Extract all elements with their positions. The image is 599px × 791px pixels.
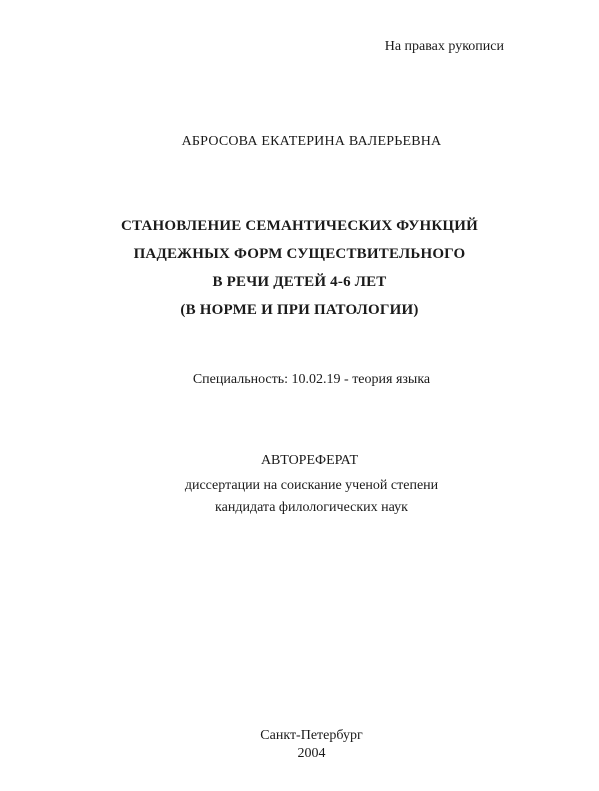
city: Санкт-Петербург (260, 728, 363, 743)
abstract-heading: АВТОРЕФЕРАТ (260, 453, 359, 468)
title-line-2: ПАДЕЖНЫХ ФОРМ СУЩЕСТВИТЕЛЬНОГО (133, 246, 466, 262)
dissertation-title (0, 212, 599, 324)
title-line-4: (В НОРМЕ И ПРИ ПАТОЛОГИИ) (180, 302, 419, 318)
abstract-line-2: кандидата филологических наук (215, 500, 408, 515)
title-line-1: СТАНОВЛЕНИЕ СЕМАНТИЧЕСКИХ ФУНКЦИЙ (121, 218, 478, 234)
rights-note: На правах рукописи (384, 39, 504, 54)
title-line-3: В РЕЧИ ДЕТЕЙ 4-6 ЛЕТ (212, 274, 387, 290)
abstract-line-1: диссертации на соискание ученой степени (184, 478, 439, 493)
author-name: АБРОСОВА ЕКАТЕРИНА ВАЛЕРЬЕВНА (181, 134, 442, 149)
specialty: Специальность: 10.02.19 - теория языка (192, 372, 431, 387)
year: 2004 (297, 746, 326, 761)
